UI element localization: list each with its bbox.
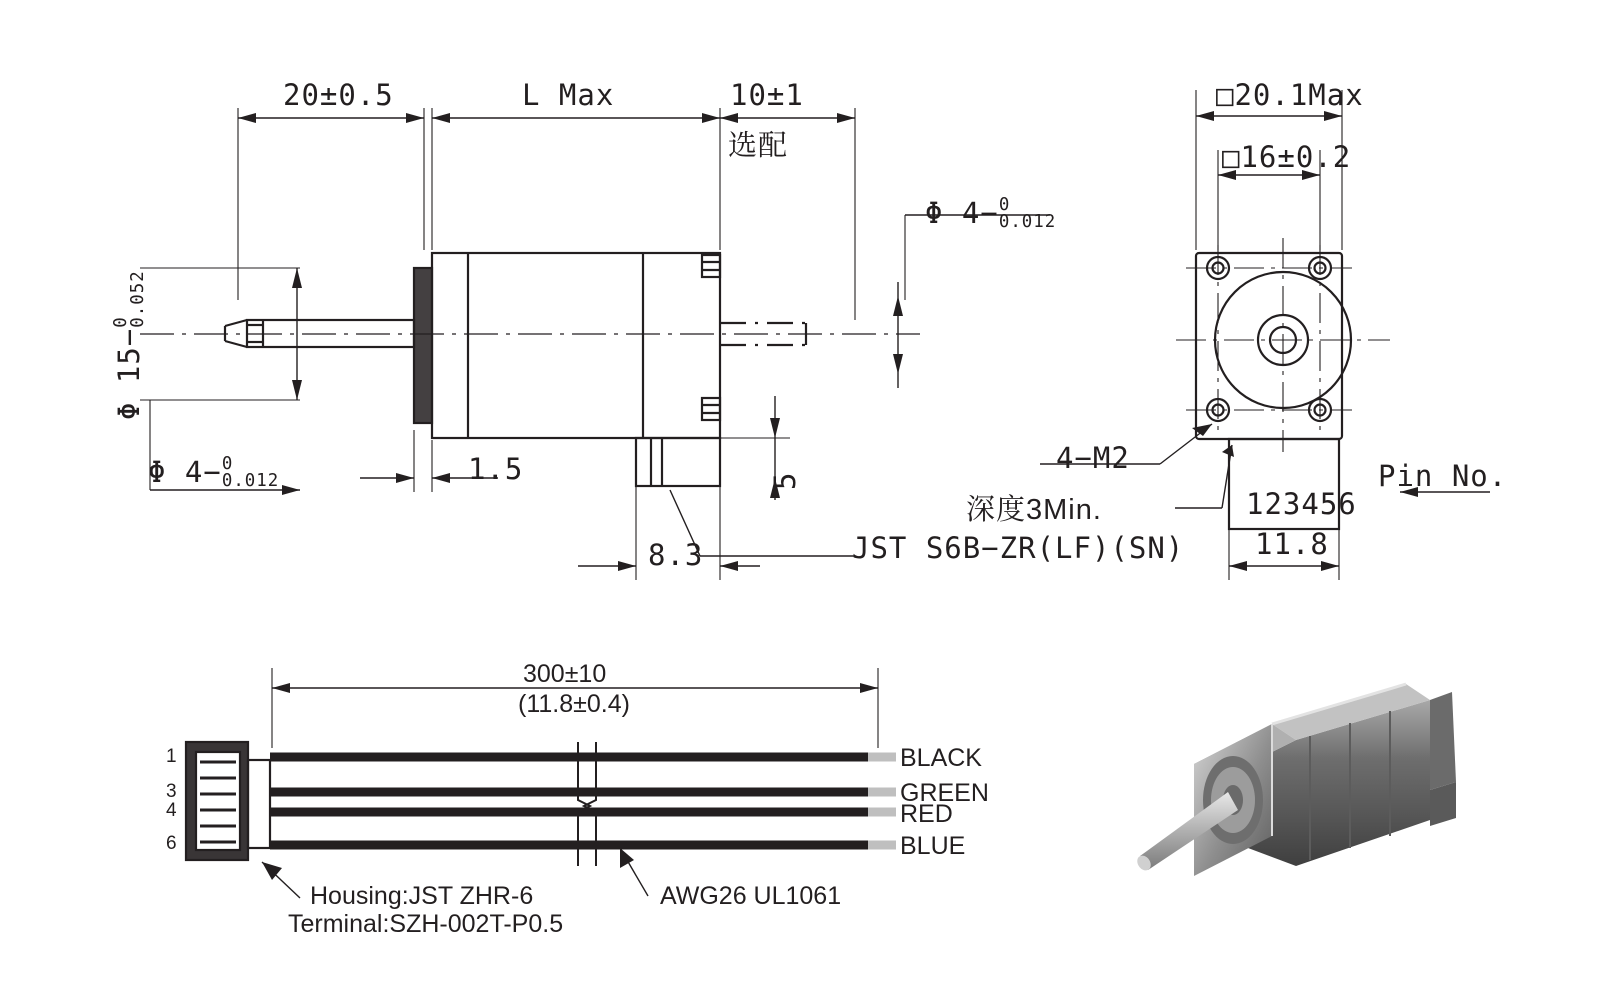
pin-no-label: Pin No. <box>1378 459 1508 493</box>
dim-connector-position: 8.3 <box>648 538 704 572</box>
square-symbol-icon: □ <box>1216 78 1235 112</box>
thread-label: 4−M2 <box>1056 441 1130 475</box>
dim-front-shaft-dia <box>148 455 279 491</box>
pin-numbers: 123456 <box>1246 487 1357 521</box>
terminal-note: Terminal:SZH-002T-P0.5 <box>288 910 564 938</box>
dim-body-square: □20.1Max <box>1216 78 1364 112</box>
dim-flange-tolerance: 0 0.052 <box>111 270 148 328</box>
dim-rear-shaft-dia <box>925 196 1056 232</box>
dim-connector-height: 5 <box>768 471 802 490</box>
wire-label-black: BLACK <box>900 744 982 772</box>
cable-pin-4: 4 <box>166 800 177 821</box>
wire-spec-note: AWG26 UL1061 <box>660 882 842 910</box>
wire-label-red: RED <box>900 800 953 828</box>
note-optional: 选配 <box>728 130 789 162</box>
dim-rear-length: 10±1 <box>730 78 804 112</box>
dim-hole-square: □16±0.2 <box>1222 140 1352 174</box>
dim-body-length: L Max <box>522 78 615 112</box>
cable-pin-3: 3 <box>166 781 177 802</box>
dim-rear-shaft-dia-main: Φ 4− <box>925 196 999 230</box>
cable-pin-6: 6 <box>166 833 177 854</box>
square-symbol-icon-2: □ <box>1222 140 1241 174</box>
cable-length-alt-dim: (11.8±0.4) <box>518 690 630 718</box>
wire-label-blue: BLUE <box>900 832 966 860</box>
wire-label-green: GREEN <box>900 779 989 807</box>
dim-flange-dia <box>112 270 148 420</box>
housing-note: Housing:JST ZHR-6 <box>310 882 534 910</box>
dim-connector-width: 11.8 <box>1255 527 1329 561</box>
dim-front-shaft-tolerance: 0 0.012 <box>221 454 280 491</box>
dim-front-shaft-dia-main: Φ 4− <box>148 455 222 489</box>
dim-rear-shaft-tolerance: 0 0.012 <box>998 195 1057 232</box>
connector-part-label: JST S6B−ZR(LF)(SN) <box>852 531 1185 565</box>
dim-flange-thickness: 1.5 <box>468 452 524 486</box>
dim-flange-dia-main: Φ 15− <box>112 327 146 420</box>
cable-pin-1: 1 <box>166 746 177 767</box>
dim-shaft-length: 20±0.5 <box>283 78 394 112</box>
thread-depth-note: 深度3Min. <box>966 494 1102 526</box>
motor-photo <box>1100 640 1500 940</box>
cable-length-dim: 300±10 <box>523 660 607 688</box>
